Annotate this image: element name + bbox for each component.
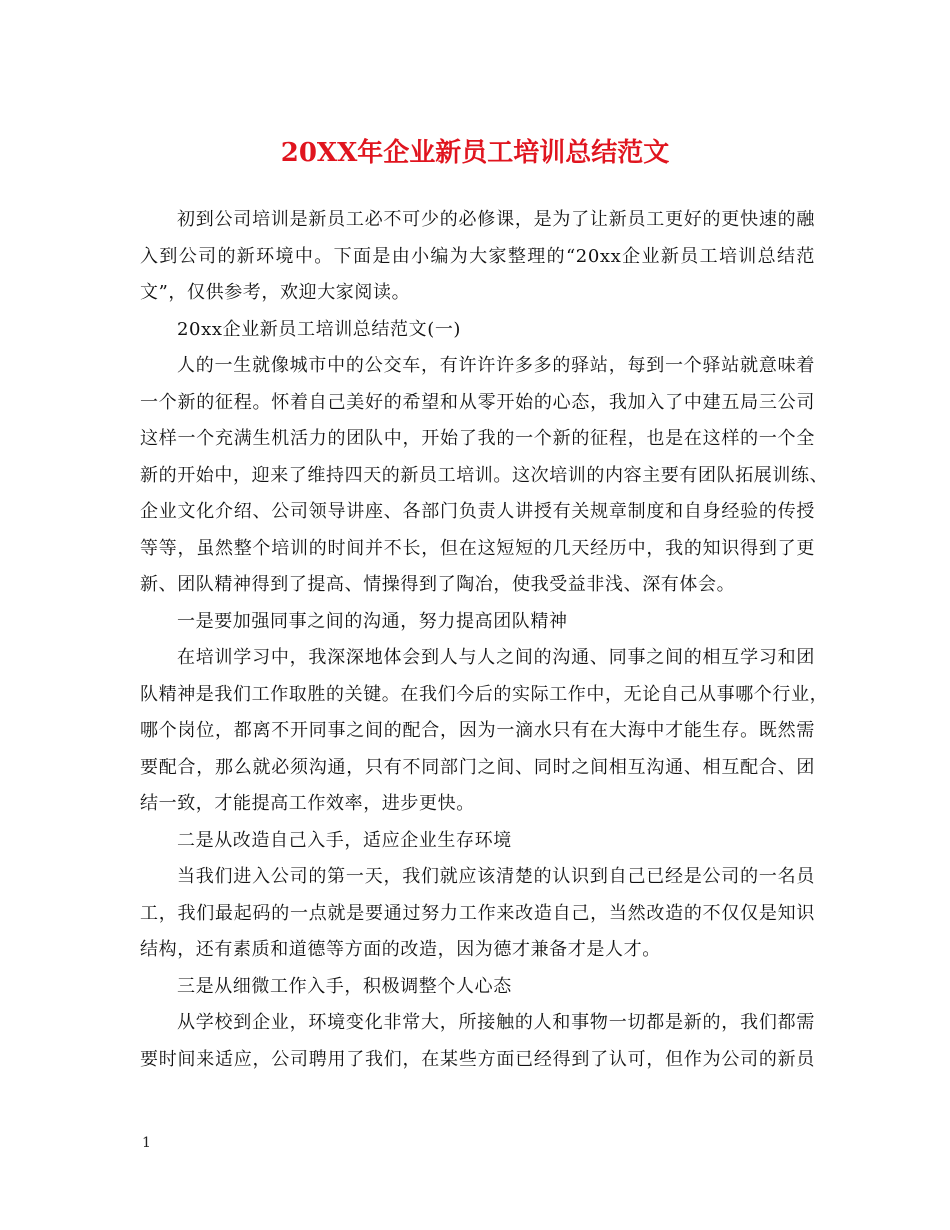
- text-line: 三是从细微工作入手，积极调整个人心态: [177, 975, 512, 997]
- text-line: 哪个岗位，都离不开同事之间的配合，因为一滴水只有在大海中才能生存。既然需: [140, 720, 815, 741]
- text-line: 在培训学习中，我深深地体会到人与人之间的沟通、同事之间的相互学习和团: [177, 647, 815, 668]
- text-line: 要配合，那么就必须沟通，只有不同部门之间、同时之间相互沟通、相互配合、团: [140, 756, 815, 778]
- text-line: 工，我们最起码的一点就是要通过努力工作来改造自己，当然改造的不仅仅是知识: [140, 902, 815, 924]
- text-line: 这样一个充满生机活力的团队中，开始了我的一个新的征程，也是在这样的一个全: [140, 428, 815, 449]
- text-line: 等等，虽然整个培训的时间并不长，但在这短短的几天经历中，我的知识得到了更: [140, 537, 815, 559]
- text-line: 从学校到企业，环境变化非常大，所接触的人和事物一切都是新的，我们都需: [177, 1012, 815, 1033]
- text-line: 20xx企业新员工培训总结范文(一): [177, 318, 462, 340]
- text-line: 初到公司培训是新员工必不可少的必修课，是为了让新员工更好的更快速的融: [177, 209, 815, 230]
- text-line: 新的开始中，迎来了维持四天的新员工培训。这次培训的内容主要有团队拓展训练、: [140, 464, 829, 486]
- text-line: 一个新的征程。怀着自己美好的希望和从零开始的心态，我加入了中建五局三公司: [140, 391, 815, 413]
- text-line: 企业文化介绍、公司领导讲座、各部门负责人讲授有关规章制度和自身经验的传授: [140, 501, 815, 522]
- text-line: 文”，仅供参考，欢迎大家阅读。: [140, 282, 411, 303]
- text-line: 二是从改造自己入手，适应企业生存环境: [177, 829, 512, 851]
- text-line: 结一致，才能提高工作效率，进步更快。: [140, 793, 475, 814]
- text-line: 当我们进入公司的第一天，我们就应该清楚的认识到自己已经是公司的一名员: [177, 866, 815, 887]
- text-line: 入到公司的新环境中。下面是由小编为大家整理的“20xx企业新员工培训总结范: [140, 245, 815, 267]
- page-number: 1: [142, 1135, 151, 1151]
- text-line: 队精神是我们工作取胜的关键。在我们今后的实际工作中，无论自己从事哪个行业，: [140, 683, 829, 705]
- text-line: 新、团队精神得到了提高、情操得到了陶冶，使我受益非浅、深有体会。: [140, 574, 736, 595]
- text-line: 要时间来适应，公司聘用了我们，在某些方面已经得到了认可，但作为公司的新员: [140, 1048, 815, 1070]
- document-title: 20XX年企业新员工培训总结范文: [280, 138, 670, 168]
- text-line: 人的一生就像城市中的公交车，有许许许多多的驿站，每到一个驿站就意味着: [177, 355, 815, 376]
- text-line: 一是要加强同事之间的沟通，努力提高团队精神: [177, 610, 568, 632]
- text-line: 结构，还有素质和道德等方面的改造，因为德才兼备才是人才。: [140, 939, 661, 960]
- document-body: [140, 202, 829, 1078]
